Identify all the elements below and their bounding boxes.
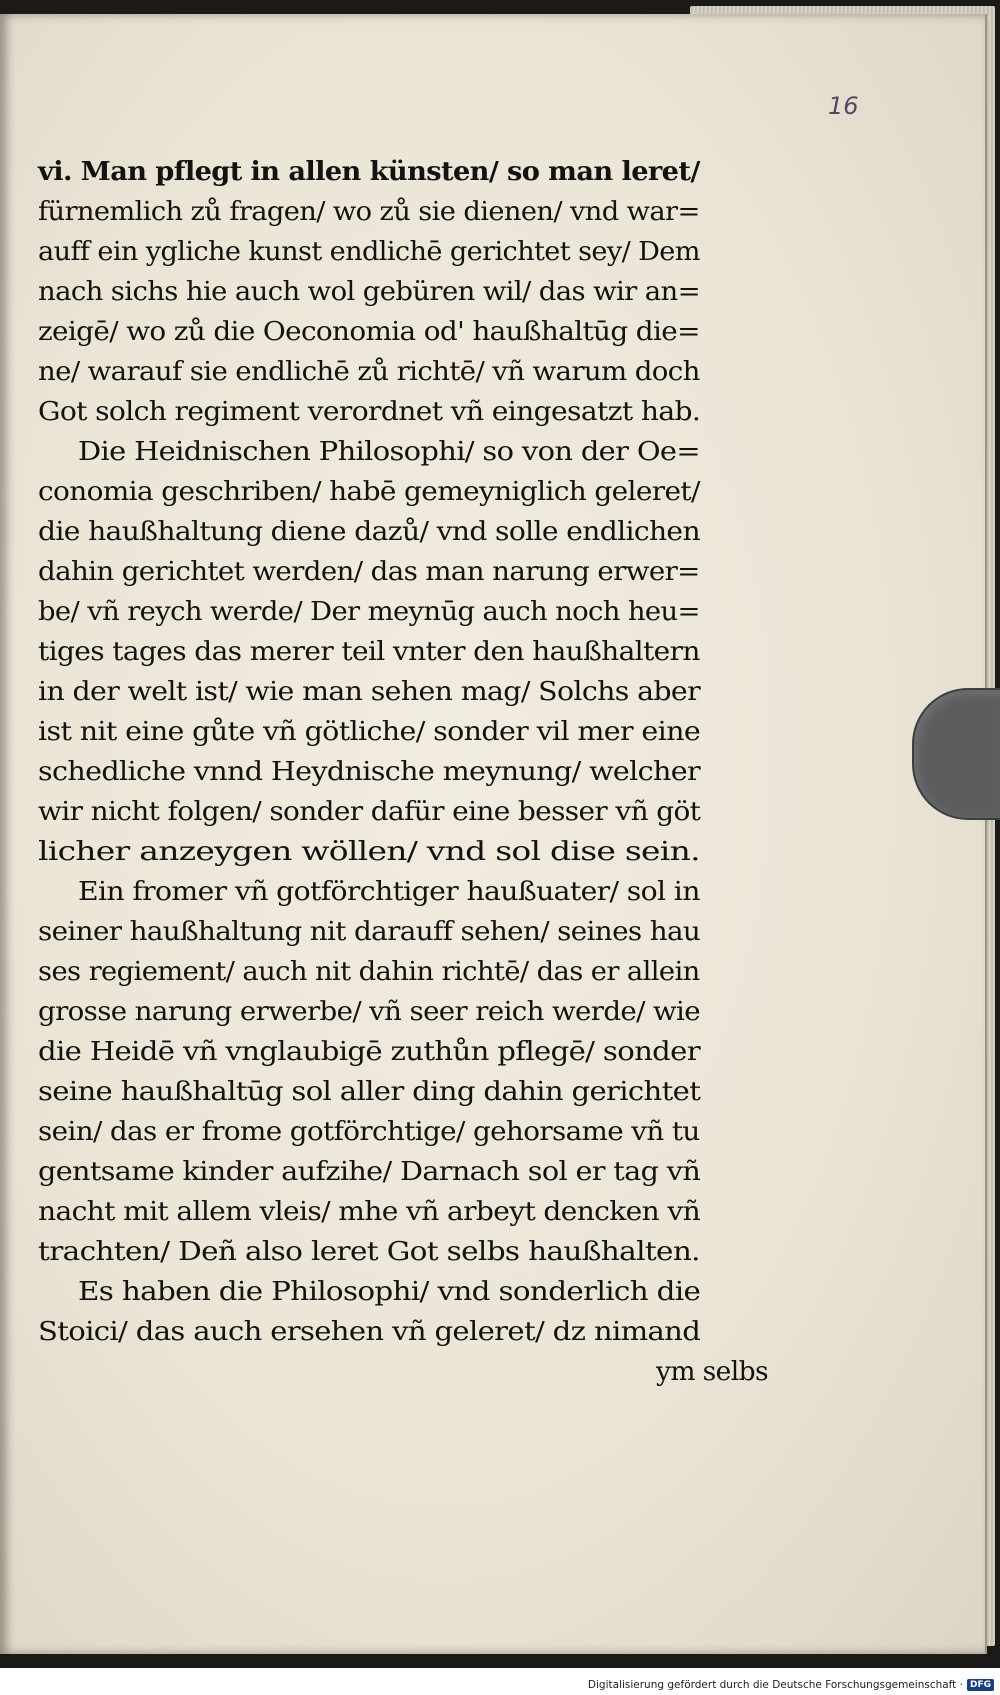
text-line: licher anzeygen wöllen/ vnd sol dise sein.	[38, 836, 700, 867]
text-line: Die Heidnischen Philosophi/ so von der Oe=	[78, 436, 700, 467]
text-line: seine haußhaltūg sol aller ding dahin gerichtet	[38, 1076, 701, 1107]
text-line: Stoici/ das auch ersehen vñ geleret/ dz nimand	[38, 1316, 701, 1347]
text-line: vi. Man pflegt in allen künsten/ so man leret/	[38, 156, 700, 187]
text-line: wir nicht folgen/ sonder dafür eine besser vñ göt	[38, 796, 701, 827]
text-line: be/ vñ reych werde/ Der meynūg auch noch heu=	[38, 596, 700, 627]
text-line: die haußhaltung diene dazů/ vnd solle endlichen	[38, 516, 700, 547]
text-line: fürnemlich zů fragen/ wo zů sie dienen/ vnd war=	[38, 196, 700, 227]
footer-text: Digitalisierung gefördert durch die Deutsche Forschungsgemeinschaft ·	[587, 1679, 963, 1691]
text-line: nach sichs hie auch wol gebüren wil/ das wir an=	[38, 276, 701, 307]
text-line: in der welt ist/ wie man sehen mag/ Solchs aber	[38, 676, 701, 707]
text-line: conomia geschriben/ habē gemeyniglich geleret/	[38, 476, 700, 507]
book-clip	[912, 688, 1000, 820]
footer-credit	[588, 1679, 994, 1691]
text-line: Ein fromer vñ gotförchtiger haußuater/ sol in	[78, 876, 700, 907]
text-block	[38, 152, 768, 1392]
text-line: schedliche vnnd Heydnische meynung/ welcher	[38, 756, 701, 787]
text-line: ses regiement/ auch nit dahin richtē/ das er allein	[38, 956, 700, 987]
text-line: dahin gerichtet werden/ das man narung erwer=	[38, 556, 700, 587]
text-line: nacht mit allem vleis/ mhe vñ arbeyt dencken vñ	[38, 1196, 701, 1227]
book-page	[0, 14, 987, 1654]
text-line: ist nit eine gůte vñ götliche/ sonder vil mer eine	[38, 716, 701, 747]
text-line: ne/ warauf sie endlichē zů richtē/ vñ warum doch	[38, 356, 700, 387]
text-line: auff ein ygliche kunst endlichē gerichtet sey/ Dem	[38, 236, 700, 267]
text-line: die Heidē vñ vnglaubigē zuthůn pflegē/ sonder	[38, 1036, 701, 1067]
text-line: Es haben die Philosophi/ vnd sonderlich die	[78, 1276, 701, 1307]
text-line: zeigē/ wo zů die Oeconomia od' haußhaltūg die=	[38, 316, 700, 347]
text-line: grosse narung erwerbe/ vñ seer reich werde/ wie	[38, 996, 700, 1027]
text-line: seiner haußhaltung nit darauff sehen/ seines hau	[38, 916, 701, 947]
text-line: Got solch regiment verordnet vñ eingesatzt hab.	[38, 396, 701, 427]
text-line: tiges tages das merer teil vnter den haußhaltern	[38, 636, 700, 667]
text-line: sein/ das er frome gotförchtige/ gehorsame vñ tu	[38, 1116, 700, 1147]
text-line: gentsame kinder aufzihe/ Darnach sol er tag vñ	[38, 1156, 701, 1187]
dfg-logo: DFG	[967, 1679, 994, 1691]
text-line: ym selbs	[655, 1356, 768, 1387]
folio-number: 16	[828, 92, 859, 120]
text-line: trachten/ Deñ also leret Got selbs haußhalten.	[38, 1236, 700, 1267]
